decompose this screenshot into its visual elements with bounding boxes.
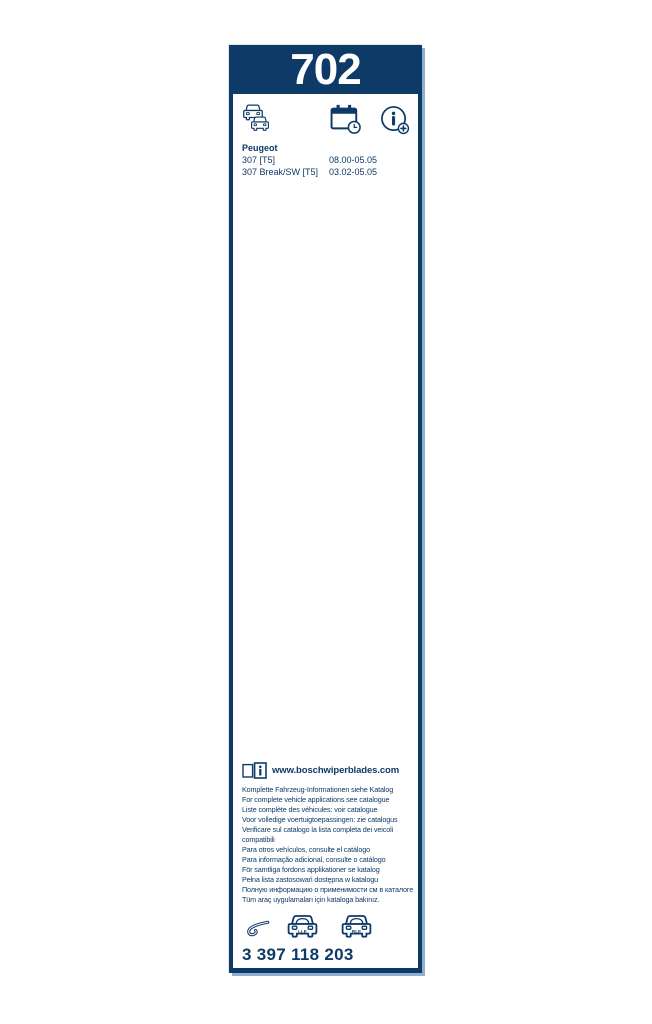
period-cell: 08.00-05.05 (329, 155, 378, 165)
application-icons-row (242, 101, 409, 139)
note-line-it-wrap: compatibili (242, 835, 275, 844)
catalog-notes (242, 785, 414, 905)
note-line-ru: Полную информацию о применимости см в каталоге (242, 885, 414, 894)
fitment-icons-row (242, 911, 409, 942)
note-line-pt: Para informação adicional, consulte o catálogo (242, 855, 386, 864)
period-cell: 03.02-05.05 (329, 167, 378, 177)
booklet-info-icon (242, 762, 267, 779)
hook-icon (243, 919, 271, 938)
note-line-pl: Pełna lista zastosowań dostępna w katalogu (242, 875, 379, 884)
table-row (242, 166, 409, 178)
mount-label-right: RLE (351, 928, 362, 934)
website-url: www.boschwiperblades.com (272, 765, 400, 776)
note-line-es: Para otros vehículos, consulte el catálogo (242, 845, 371, 854)
car-lle-icon (287, 912, 318, 941)
info-plus-icon (380, 105, 410, 135)
blank-area (242, 178, 409, 761)
mount-label-left: LLE (298, 928, 307, 934)
note-line-it: Verificare sul catalogo la lista completa dei veicoli (242, 825, 394, 834)
model-cell: 307 [T5] (242, 155, 276, 165)
vehicle-applications-icon (242, 102, 270, 135)
note-line-de: Komplette Fahrzeug-Informationen siehe Katalog (242, 785, 394, 794)
note-line-nl: Voor volledige voertuigtoepassingen: zie catalogus (242, 815, 398, 824)
vehicle-application-table (242, 142, 409, 178)
website-row (242, 761, 409, 780)
product-card (229, 45, 422, 973)
model-cell: 307 Break/SW [T5] (242, 167, 319, 177)
brand-name: Peugeot (242, 143, 278, 153)
note-line-fr: Liste complète des véhicules: voir catalogue (242, 805, 378, 814)
note-line-sv: För samtliga fordons applikationer se katalog (242, 865, 380, 874)
note-line-en: For complete vehicle applications see catalogue (242, 795, 390, 804)
calendar-clock-icon (330, 103, 361, 135)
car-rle-icon (341, 912, 372, 941)
size-code: 702 (290, 45, 361, 94)
part-number: 3 397 118 203 (242, 945, 354, 964)
card-body (233, 94, 418, 968)
table-row (242, 154, 409, 166)
note-line-tr: Tüm araç uygulamaları için kataloga bakınız. (242, 895, 380, 904)
size-code-banner (233, 45, 418, 94)
